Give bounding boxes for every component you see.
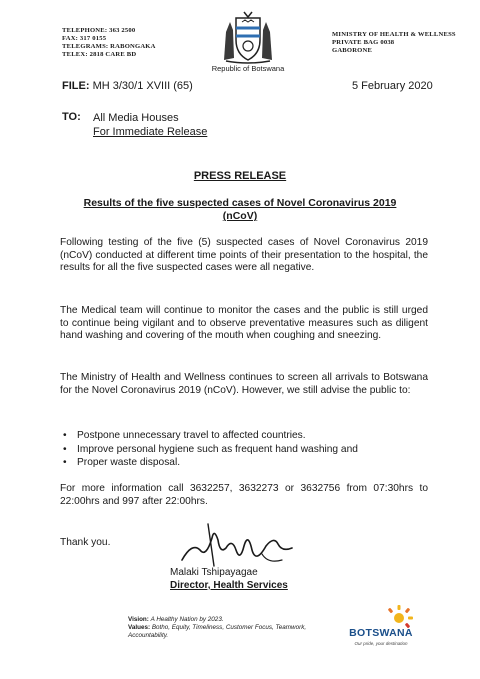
ministry-address: PRIVATE BAG 0038 bbox=[332, 39, 395, 46]
to-recipients bbox=[93, 111, 207, 139]
advice-item: • Proper waste disposal. bbox=[60, 456, 428, 470]
ministry-block bbox=[332, 31, 456, 55]
contact-telegrams: TELEGRAMS: RABONGAKA bbox=[62, 43, 156, 50]
contact-fax: FAX: 317 0155 bbox=[62, 35, 107, 42]
vision-label: Vision: bbox=[128, 616, 149, 623]
paragraph-contact-info: For more information call 3632257, 3632273 or 3632756 from 07:30hrs to 22:00hrs and 997 after 22:00hrs. bbox=[60, 483, 428, 507]
values-text: Botho, Equity, Timeliness, Customer Focus, Teamwork, Accountability. bbox=[128, 624, 307, 639]
footer-vision bbox=[128, 616, 338, 624]
signatory-name: Malaki Tshipayagae bbox=[170, 567, 258, 578]
brand-tagline: Our pride, your destination bbox=[354, 641, 408, 646]
file-reference bbox=[62, 80, 193, 92]
signatory-role: Director, Health Services bbox=[170, 580, 288, 591]
file-label: FILE: bbox=[62, 80, 90, 92]
advice-list bbox=[60, 429, 428, 470]
footer-vision-values bbox=[128, 616, 338, 640]
closing-text: Thank you. bbox=[60, 537, 111, 548]
contact-block bbox=[62, 27, 156, 59]
coat-of-arms-icon bbox=[218, 10, 278, 64]
to-line-1: All Media Houses bbox=[93, 112, 179, 124]
republic-label: Republic of Botswana bbox=[211, 64, 285, 73]
paragraph-results: Following testing of the five (5) suspected cases of Novel Coronavirus 2019 (nCoV) conducted at different time points of their presentation to the hospital, the results for all the five suspected cases were all negative. bbox=[60, 237, 428, 274]
brand-wordmark: BOTSWANA bbox=[349, 627, 413, 639]
advice-item: • Postpone unnecessary travel to affected countries. bbox=[60, 429, 428, 443]
paragraph-screening: The Ministry of Health and Wellness continues to screen all arrivals to Botswana for the Novel Coronavirus 2019 (nCoV). However, we still advise the public to: bbox=[60, 372, 428, 396]
ministry-city: GABORONE bbox=[332, 47, 373, 54]
subject-heading: Results of the five suspected cases of Novel Coronavirus 2019 (nCoV) bbox=[83, 197, 397, 222]
vision-text: A Healthy Nation by 2023. bbox=[150, 616, 224, 623]
press-release-title: PRESS RELEASE bbox=[193, 170, 287, 182]
contact-telephone: TELEPHONE: 363 2500 bbox=[62, 27, 136, 34]
to-line-2: For Immediate Release bbox=[93, 126, 208, 138]
signature-icon bbox=[178, 520, 296, 572]
contact-telex: TELEX: 2818 CARE BD bbox=[62, 51, 137, 58]
values-label: Values: bbox=[128, 624, 151, 631]
advice-item: • Improve personal hygiene such as frequent hand washing and bbox=[60, 443, 428, 457]
letter-date: 5 February 2020 bbox=[352, 80, 433, 92]
to-label: TO: bbox=[62, 111, 81, 123]
footer-values bbox=[128, 624, 338, 640]
file-ref: MH 3/30/1 XVIII (65) bbox=[92, 80, 193, 92]
ministry-name: MINISTRY OF HEALTH & WELLNESS bbox=[332, 31, 456, 38]
paragraph-monitoring: The Medical team will continue to monitor the cases and the public is still urged to continue being vigilant and to observe preventative measures such as diligent hand washing and covering of the mouth when coughing and sneezing. bbox=[60, 305, 428, 342]
